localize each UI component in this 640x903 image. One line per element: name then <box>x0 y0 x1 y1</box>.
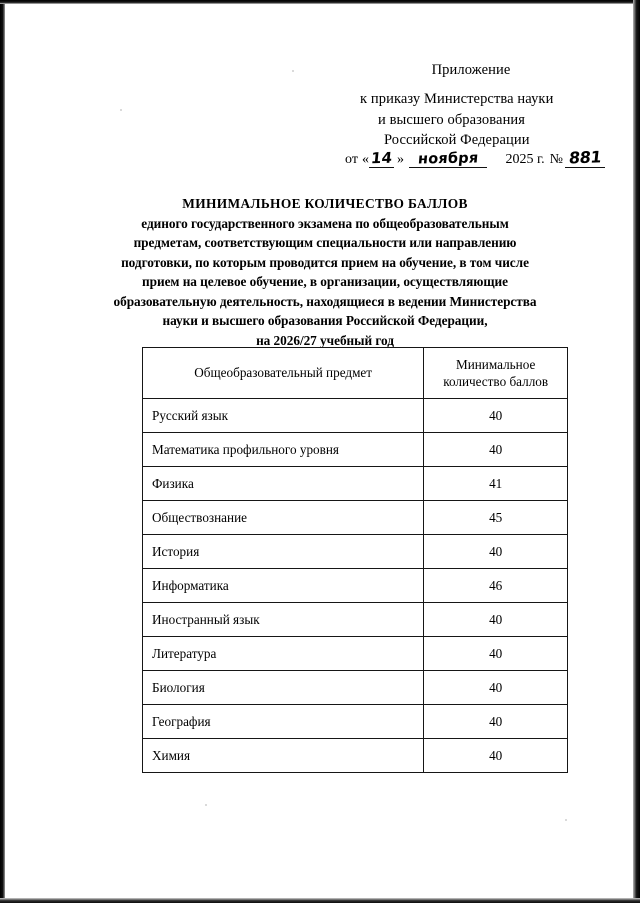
table-head <box>143 348 568 399</box>
cell-subject: Иностранный язык <box>143 603 424 637</box>
table-row <box>143 705 568 739</box>
cell-score: 40 <box>424 637 568 671</box>
cell-score: 46 <box>424 569 568 603</box>
title-line-7: науки и высшего образования Российской Федерации, <box>162 313 488 329</box>
table-row <box>143 603 568 637</box>
title-line-1: МИНИМАЛЬНОЕ КОЛИЧЕСТВО БАЛЛОВ <box>182 196 468 211</box>
addressee-line-3: Российской Федерации <box>384 132 530 149</box>
cell-score: 40 <box>424 535 568 569</box>
column-header-subject: Общеобразовательный предмет <box>143 348 424 399</box>
quote-close: » <box>396 152 404 167</box>
cell-subject: Математика профильного уровня <box>143 433 424 467</box>
order-year-label: 2025 г. <box>505 152 545 167</box>
cell-score: 40 <box>424 739 568 773</box>
appendix-header-block <box>360 60 600 151</box>
scan-speckle <box>292 70 294 72</box>
table-row <box>143 569 568 603</box>
order-number-handwritten: 881 <box>567 147 603 168</box>
order-day-handwritten: 14 <box>369 148 394 168</box>
scan-edge-bottom <box>0 898 640 903</box>
title-line-5: прием на целевое обучение, в организации, осуществляющие <box>142 274 508 290</box>
order-month-handwritten: ноября <box>417 150 480 168</box>
document-title-block <box>63 194 587 350</box>
addressee-block <box>360 89 600 151</box>
table-row <box>143 467 568 501</box>
cell-subject: Химия <box>143 739 424 773</box>
quote-open: « <box>361 152 369 167</box>
addressee-line-2: и высшего образования <box>378 111 526 128</box>
cell-subject: Обществознание <box>143 501 424 535</box>
minimum-scores-table <box>142 347 568 773</box>
order-date-number-line <box>345 147 605 168</box>
title-line-3: предметам, соответствующим специальности или направлению <box>133 235 517 251</box>
title-line-2: единого государственного экзамена по общеобразовательным <box>141 215 509 231</box>
order-prefix: от <box>345 152 358 167</box>
number-sign: № <box>549 152 563 167</box>
table-body <box>143 399 568 773</box>
cell-subject: Информатика <box>143 569 424 603</box>
cell-score: 40 <box>424 671 568 705</box>
title-line-4: подготовки, по которым проводится прием на обучение, в том числе <box>121 254 529 270</box>
title-line-8: на 2026/27 учебный год <box>256 332 394 348</box>
table-row <box>143 433 568 467</box>
order-day-field <box>369 148 394 168</box>
scan-edge-right <box>633 0 640 903</box>
table-row <box>143 637 568 671</box>
table-row <box>143 399 568 433</box>
cell-score: 40 <box>424 603 568 637</box>
title-line-6: образовательную деятельность, находящиеся в ведении Министерства <box>113 293 537 309</box>
table-header-row <box>143 348 568 399</box>
cell-subject: Русский язык <box>143 399 424 433</box>
cell-subject: История <box>143 535 424 569</box>
addressee-line-1: к приказу Министерства науки <box>360 91 554 108</box>
cell-score: 41 <box>424 467 568 501</box>
cell-subject: География <box>143 705 424 739</box>
table-row <box>143 501 568 535</box>
cell-score: 40 <box>424 705 568 739</box>
cell-score: 40 <box>424 399 568 433</box>
cell-subject: Литература <box>143 637 424 671</box>
column-header-score: Минимальное количество баллов <box>424 348 568 399</box>
cell-subject: Биология <box>143 671 424 705</box>
scan-speckle <box>565 819 567 821</box>
appendix-label: Приложение <box>431 62 511 78</box>
scan-speckle <box>120 109 122 111</box>
order-number-field <box>565 147 605 168</box>
table-row <box>143 671 568 705</box>
cell-score: 40 <box>424 433 568 467</box>
table-row <box>143 739 568 773</box>
cell-score: 45 <box>424 501 568 535</box>
cell-subject: Физика <box>143 467 424 501</box>
table-row <box>143 535 568 569</box>
document-sheet <box>5 4 633 898</box>
order-month-field <box>409 150 487 168</box>
scan-speckle <box>205 804 207 806</box>
